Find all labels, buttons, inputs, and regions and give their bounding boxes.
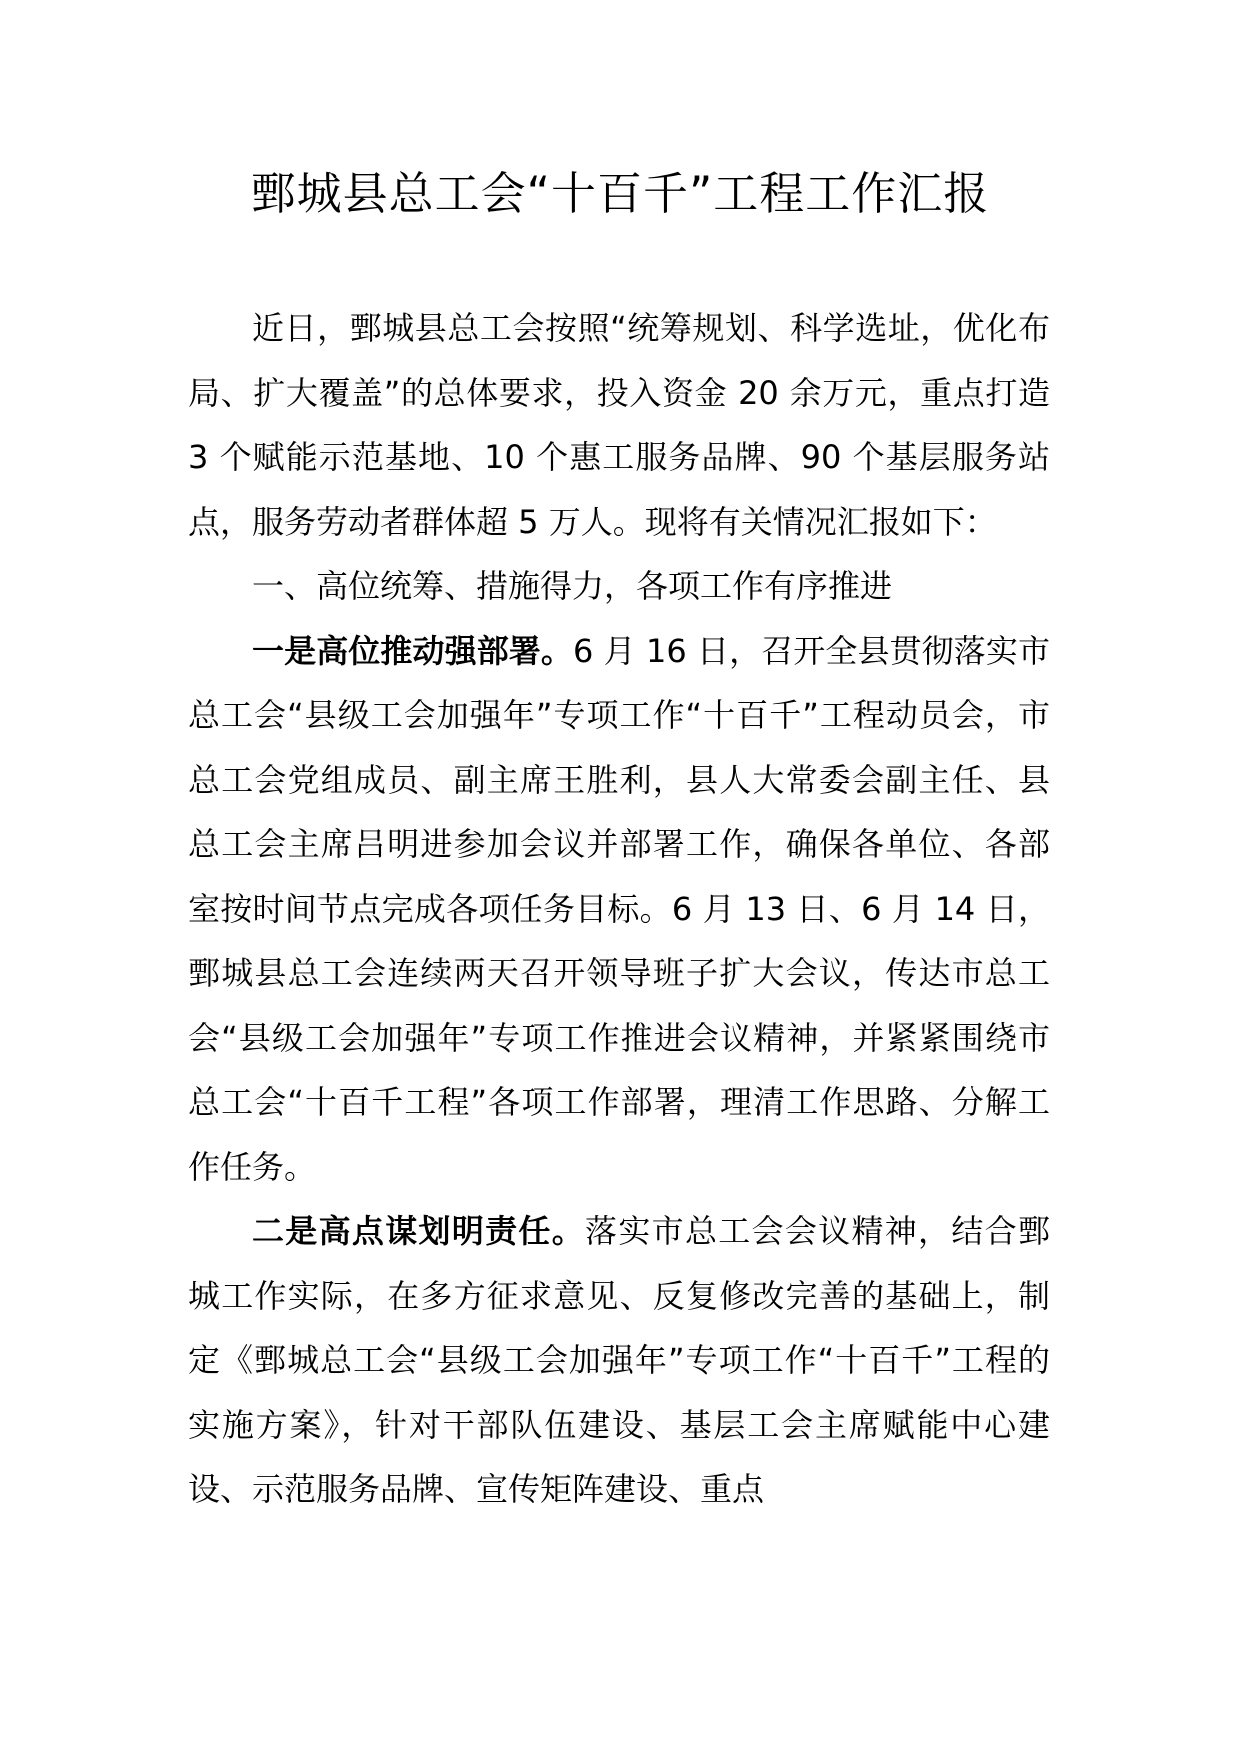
paragraph-lead: 二是高点谋划明责任。 — [252, 1212, 586, 1250]
section-heading: 一、高位统筹、措施得力，各项工作有序推进 — [252, 567, 893, 605]
paragraph-deployment — [188, 619, 1050, 1200]
paragraph-responsibility — [188, 1199, 1050, 1522]
paragraph-text: 落实市总工会会议精神，结合鄄城工作实际，在多方征求意见、反复修改完善的基础上，制定《鄄城总工会“县级工会加强年”专项工作“十百千”工程的实施方案》，针对干部队伍建设、基层工会主席赋能中心建设、示范服务品牌、宣传矩阵建设、重点 — [188, 1212, 1050, 1508]
document-title: 鄄城县总工会“十百千”工程工作汇报 — [250, 167, 990, 220]
document-body — [188, 296, 1050, 1522]
paragraph-text: 6 月 16 日，召开全县贯彻落实市总工会“县级工会加强年”专项工作“十百千”工程动员会，市总工会党组成员、副主席王胜利，县人大常委会副主任、县总工会主席吕明进参加会议并部署工作，确保各单位、各部室按时间节点完成各项任务目标。6 月 13 日、6 月 14 日，鄄城县总工会连续两天召开领导班子扩大会议，传达市总工会“县级工会加强年”专项工作推进会议精神，并紧紧围绕市总工会“十百千工程”各项工作部署，理清工作思路、分解工作任务。 — [188, 631, 1050, 1186]
intro-paragraph: 近日，鄄城县总工会按照“统筹规划、科学选址，优化布局、扩大覆盖”的总体要求，投入资金 20 余万元，重点打造 3 个赋能示范基地、10 个惠工服务品牌、90 个基层服务站点，服务劳动者群体超 5 万人。现将有关情况汇报如下： — [188, 309, 1050, 541]
paragraph-lead: 一是高位推动强部署。 — [252, 631, 573, 670]
